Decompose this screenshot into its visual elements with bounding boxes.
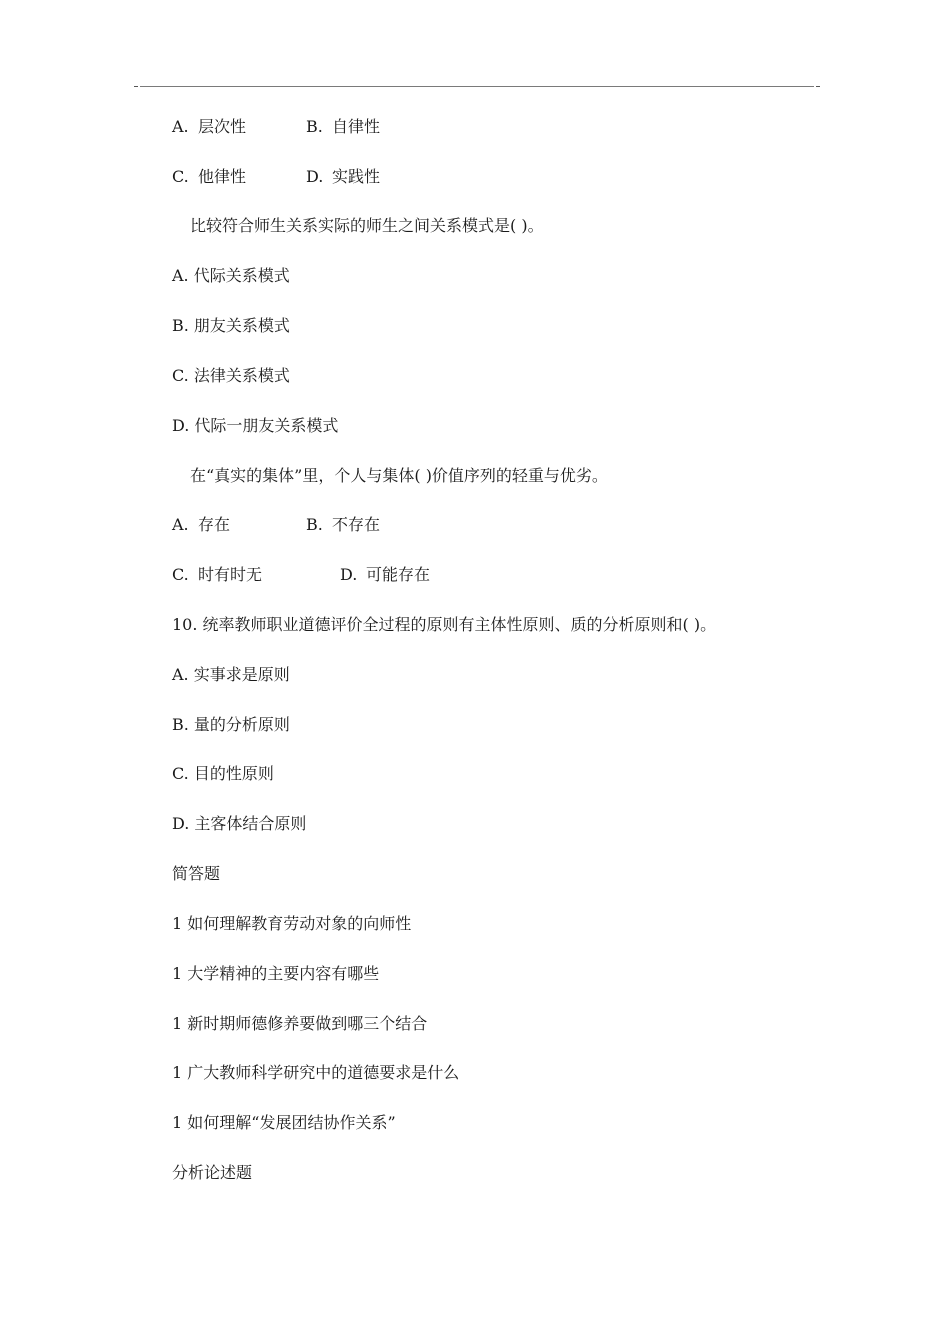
option-text: 不存在 (332, 515, 381, 534)
option-text: D. 代际一朋友关系模式 (172, 416, 339, 435)
option-letter: B. (306, 515, 323, 534)
option-text: 时有时无 (198, 565, 263, 584)
option-text: 层次性 (198, 117, 247, 136)
option-text: 他律性 (198, 167, 247, 186)
option-row (306, 116, 380, 138)
question-text: 在“真实的集体”里，个人与集体( )价值序列的轻重与优劣。 (190, 466, 608, 485)
short-answer-item: 1 如何理解“发展团结协作关系” (172, 1113, 396, 1132)
option-letter: C. (172, 167, 189, 186)
question-text: 10. 统率教师职业道德评价全过程的原则有主体性原则、质的分析原则和( )。 (172, 615, 717, 634)
option-letter: D. (306, 167, 324, 186)
option-letter: C. (172, 565, 189, 584)
option-text: A. 代际关系模式 (172, 266, 290, 285)
option-text: B. 量的分析原则 (172, 715, 290, 734)
question-text: 比较符合师生关系实际的师生之间关系模式是( )。 (190, 216, 544, 235)
option-text: C. 目的性原则 (172, 764, 274, 783)
option-letter: A. (172, 117, 189, 136)
option-text: 可能存在 (366, 565, 431, 584)
short-answer-item: 1 广大教师科学研究中的道德要求是什么 (172, 1063, 460, 1082)
option-text: B. 朋友关系模式 (172, 316, 290, 335)
option-text: C. 法律关系模式 (172, 366, 290, 385)
option-letter: B. (306, 117, 323, 136)
option-row (340, 564, 430, 586)
section-heading: 分析论述题 (172, 1163, 253, 1182)
short-answer-item: 1 如何理解教育劳动对象的向师性 (172, 914, 412, 933)
short-answer-item: 1 新时期师德修养要做到哪三个结合 (172, 1014, 428, 1033)
option-row (172, 564, 262, 586)
option-text: A. 实事求是原则 (172, 665, 290, 684)
option-text: D. 主客体结合原则 (172, 814, 307, 833)
option-row (306, 166, 380, 188)
option-letter: D. (340, 565, 358, 584)
section-heading: 简答题 (172, 864, 221, 883)
option-text: 存在 (198, 515, 231, 534)
option-text: 实践性 (332, 167, 381, 186)
option-text: 自律性 (332, 117, 381, 136)
option-row (172, 116, 246, 138)
option-row (172, 514, 230, 536)
option-row (306, 514, 380, 536)
option-row (172, 166, 246, 188)
option-letter: A. (172, 515, 189, 534)
header-rule (140, 86, 814, 87)
short-answer-item: 1 大学精神的主要内容有哪些 (172, 964, 380, 983)
